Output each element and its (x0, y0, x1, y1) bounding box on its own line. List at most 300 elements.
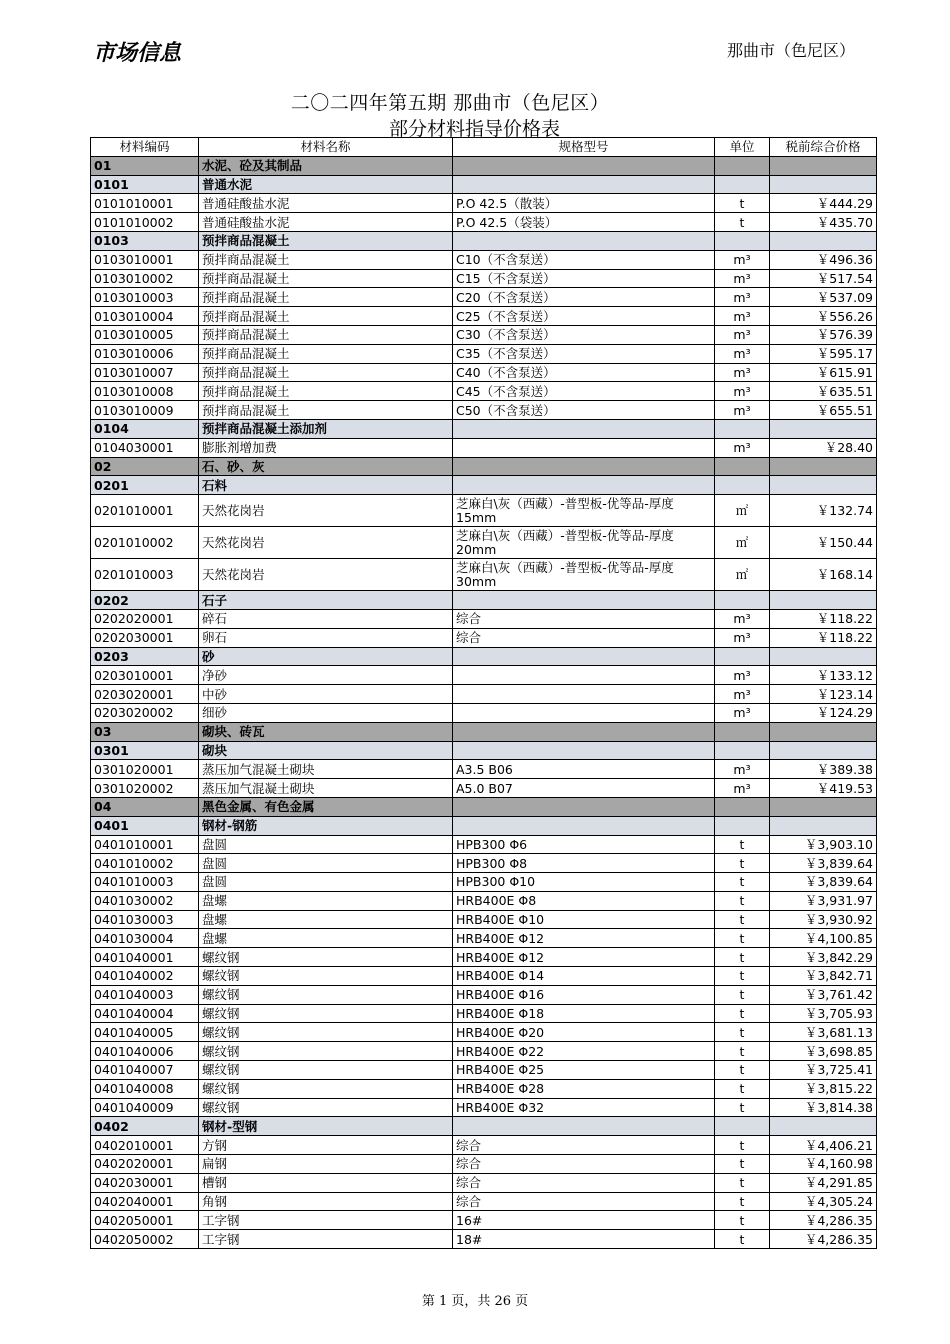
cell-unit: m³ (715, 760, 770, 779)
cell-price: ￥635.51 (770, 382, 877, 401)
cell-code: 03 (91, 722, 199, 741)
cell-price (770, 231, 877, 250)
table-row (91, 194, 877, 213)
cell-price (770, 156, 877, 175)
table-row (91, 666, 877, 685)
table-body (91, 156, 877, 1248)
cell-code: 01 (91, 156, 199, 175)
cell-unit: m³ (715, 438, 770, 457)
cell-unit: ㎡ (715, 527, 770, 559)
cell-spec (453, 816, 715, 835)
cell-name: 蒸压加气混凝土砌块 (199, 779, 453, 798)
cell-spec (453, 1117, 715, 1136)
table-row (91, 854, 877, 873)
table-row (91, 1004, 877, 1023)
cell-unit: ㎡ (715, 559, 770, 591)
table-row (91, 948, 877, 967)
cell-name: 预拌商品混凝土添加剂 (199, 419, 453, 438)
cell-unit: t (715, 873, 770, 892)
cell-code: 0301020002 (91, 779, 199, 798)
header-section-title: 市场信息 (93, 40, 182, 66)
cell-spec: 综合 (453, 1192, 715, 1211)
cell-code: 0203 (91, 647, 199, 666)
table-row (91, 438, 877, 457)
cell-price: ￥3,814.38 (770, 1098, 877, 1117)
cell-code: 0101010001 (91, 194, 199, 213)
cell-code: 0103010004 (91, 307, 199, 326)
subcategory-row (91, 231, 877, 250)
cell-unit: m³ (715, 269, 770, 288)
cell-code: 0103 (91, 231, 199, 250)
cell-price: ￥496.36 (770, 250, 877, 269)
cell-name: 砌块 (199, 741, 453, 760)
cell-unit: t (715, 1004, 770, 1023)
cell-price (770, 591, 877, 610)
cell-price: ￥168.14 (770, 559, 877, 591)
cell-code: 0201010003 (91, 559, 199, 591)
cell-unit: t (715, 1061, 770, 1080)
cell-spec (453, 666, 715, 685)
cell-spec (453, 797, 715, 816)
cell-price: ￥4,286.35 (770, 1211, 877, 1230)
cell-code: 0402020001 (91, 1155, 199, 1174)
cell-spec: HPB300 Φ6 (453, 835, 715, 854)
cell-name: 螺纹钢 (199, 1004, 453, 1023)
table-row (91, 1136, 877, 1155)
table-row (91, 401, 877, 420)
cell-spec: HRB400E Φ22 (453, 1042, 715, 1061)
cell-spec: 16# (453, 1211, 715, 1230)
cell-spec: HRB400E Φ8 (453, 891, 715, 910)
document-subtitle: 部分材料指导价格表 (389, 118, 561, 140)
header-unit: 单位 (715, 138, 770, 157)
cell-code: 0101010002 (91, 213, 199, 232)
cell-name: 砂 (199, 647, 453, 666)
cell-price: ￥118.22 (770, 609, 877, 628)
cell-spec (453, 175, 715, 194)
cell-unit: m³ (715, 307, 770, 326)
cell-spec: HRB400E Φ18 (453, 1004, 715, 1023)
header-code: 材料编码 (91, 138, 199, 157)
table-row (91, 609, 877, 628)
cell-unit (715, 419, 770, 438)
cell-price (770, 1117, 877, 1136)
cell-spec: 芝麻白\灰（西藏）-普型板-优等品-厚度15mm (453, 495, 715, 527)
cell-name: 槽钢 (199, 1173, 453, 1192)
cell-spec: C40（不含泵送） (453, 363, 715, 382)
cell-unit (715, 156, 770, 175)
cell-spec: HRB400E Φ25 (453, 1061, 715, 1080)
cell-name: 螺纹钢 (199, 985, 453, 1004)
subcategory-row (91, 741, 877, 760)
cell-code: 0301 (91, 741, 199, 760)
cell-unit: t (715, 194, 770, 213)
table-row (91, 1173, 877, 1192)
cell-unit: m³ (715, 325, 770, 344)
cell-code: 0101 (91, 175, 199, 194)
cell-code: 0103010006 (91, 344, 199, 363)
cell-price (770, 457, 877, 476)
table-row (91, 967, 877, 986)
cell-unit: t (715, 835, 770, 854)
cell-spec: C50（不含泵送） (453, 401, 715, 420)
cell-code: 0402030001 (91, 1173, 199, 1192)
cell-code: 0104030001 (91, 438, 199, 457)
subcategory-row (91, 419, 877, 438)
cell-code: 0103010008 (91, 382, 199, 401)
cell-unit: t (715, 213, 770, 232)
cell-name: 方钢 (199, 1136, 453, 1155)
cell-spec: HRB400E Φ20 (453, 1023, 715, 1042)
cell-code: 0402050001 (91, 1211, 199, 1230)
cell-code: 0103010001 (91, 250, 199, 269)
cell-spec (453, 685, 715, 704)
table-row (91, 495, 877, 527)
subcategory-row (91, 647, 877, 666)
cell-unit: t (715, 929, 770, 948)
cell-unit (715, 175, 770, 194)
table-row (91, 1079, 877, 1098)
cell-spec (453, 438, 715, 457)
cell-unit: t (715, 1042, 770, 1061)
cell-name: 普通硅酸盐水泥 (199, 194, 453, 213)
cell-unit (715, 816, 770, 835)
cell-name: 盘圆 (199, 854, 453, 873)
cell-spec: 综合 (453, 609, 715, 628)
cell-code: 0401040009 (91, 1098, 199, 1117)
cell-price: ￥655.51 (770, 401, 877, 420)
cell-spec: C45（不含泵送） (453, 382, 715, 401)
cell-unit (715, 231, 770, 250)
cell-code: 0402040001 (91, 1192, 199, 1211)
cell-unit: m³ (715, 666, 770, 685)
table-row (91, 929, 877, 948)
subcategory-row (91, 1117, 877, 1136)
cell-price: ￥3,903.10 (770, 835, 877, 854)
cell-spec (453, 231, 715, 250)
cell-price: ￥615.91 (770, 363, 877, 382)
cell-spec: C30（不含泵送） (453, 325, 715, 344)
header-price: 税前综合价格 (770, 138, 877, 157)
cell-name: 净砂 (199, 666, 453, 685)
table-row (91, 559, 877, 591)
cell-name: 盘螺 (199, 910, 453, 929)
subcategory-row (91, 175, 877, 194)
header-name: 材料名称 (199, 138, 453, 157)
cell-name: 水泥、砼及其制品 (199, 156, 453, 175)
cell-spec (453, 419, 715, 438)
cell-unit: m³ (715, 685, 770, 704)
cell-spec (453, 156, 715, 175)
cell-code: 0202030001 (91, 628, 199, 647)
cell-price: ￥124.29 (770, 703, 877, 722)
table-row (91, 527, 877, 559)
cell-unit (715, 797, 770, 816)
cell-spec: HPB300 Φ10 (453, 873, 715, 892)
cell-name: 预拌商品混凝土 (199, 250, 453, 269)
cell-price: ￥556.26 (770, 307, 877, 326)
table-row (91, 985, 877, 1004)
cell-name: 钢材-钢筋 (199, 816, 453, 835)
cell-price: ￥4,160.98 (770, 1155, 877, 1174)
cell-unit: t (715, 1192, 770, 1211)
cell-code: 0202020001 (91, 609, 199, 628)
cell-name: 碎石 (199, 609, 453, 628)
cell-code: 0401040006 (91, 1042, 199, 1061)
cell-unit: m³ (715, 779, 770, 798)
cell-name: 螺纹钢 (199, 1098, 453, 1117)
cell-unit: m³ (715, 288, 770, 307)
cell-name: 普通硅酸盐水泥 (199, 213, 453, 232)
cell-unit (715, 741, 770, 760)
cell-spec (453, 591, 715, 610)
cell-spec (453, 741, 715, 760)
cell-price (770, 741, 877, 760)
table-row (91, 344, 877, 363)
cell-spec: HRB400E Φ10 (453, 910, 715, 929)
cell-code: 0401010002 (91, 854, 199, 873)
cell-code: 04 (91, 797, 199, 816)
cell-unit: m³ (715, 382, 770, 401)
table-row (91, 628, 877, 647)
cell-name: 预拌商品混凝土 (199, 344, 453, 363)
cell-spec: HRB400E Φ12 (453, 929, 715, 948)
cell-spec: A5.0 B07 (453, 779, 715, 798)
cell-name: 石料 (199, 476, 453, 495)
table-row (91, 1098, 877, 1117)
cell-unit (715, 647, 770, 666)
cell-unit: t (715, 1230, 770, 1249)
cell-price (770, 476, 877, 495)
cell-code: 0401010003 (91, 873, 199, 892)
cell-unit: t (715, 985, 770, 1004)
cell-name: 膨胀剂增加费 (199, 438, 453, 457)
cell-code: 0401030004 (91, 929, 199, 948)
cell-price: ￥118.22 (770, 628, 877, 647)
cell-spec: C25（不含泵送） (453, 307, 715, 326)
cell-price: ￥3,839.64 (770, 873, 877, 892)
cell-price: ￥4,291.85 (770, 1173, 877, 1192)
cell-name: 螺纹钢 (199, 1023, 453, 1042)
cell-unit (715, 1117, 770, 1136)
cell-unit: t (715, 1136, 770, 1155)
cell-unit: t (715, 910, 770, 929)
table-row (91, 1192, 877, 1211)
cell-price: ￥133.12 (770, 666, 877, 685)
cell-price: ￥3,725.41 (770, 1061, 877, 1080)
table-row (91, 760, 877, 779)
cell-price: ￥3,698.85 (770, 1042, 877, 1061)
table-row (91, 685, 877, 704)
cell-unit: t (715, 1098, 770, 1117)
cell-name: 细砂 (199, 703, 453, 722)
subcategory-row (91, 816, 877, 835)
cell-price: ￥4,286.35 (770, 1230, 877, 1249)
cell-code: 0402050002 (91, 1230, 199, 1249)
table-row (91, 1042, 877, 1061)
cell-unit: t (715, 1023, 770, 1042)
cell-price: ￥444.29 (770, 194, 877, 213)
table-row (91, 891, 877, 910)
cell-spec: A3.5 B06 (453, 760, 715, 779)
cell-code: 0203020001 (91, 685, 199, 704)
cell-name: 盘螺 (199, 929, 453, 948)
table-row (91, 1061, 877, 1080)
cell-unit: t (715, 1211, 770, 1230)
cell-code: 0202 (91, 591, 199, 610)
cell-name: 螺纹钢 (199, 1042, 453, 1061)
cell-price (770, 816, 877, 835)
cell-code: 0401030002 (91, 891, 199, 910)
cell-name: 预拌商品混凝土 (199, 325, 453, 344)
cell-code: 0401040001 (91, 948, 199, 967)
cell-name: 预拌商品混凝土 (199, 382, 453, 401)
table-header-row (91, 138, 877, 157)
cell-unit (715, 457, 770, 476)
cell-name: 黑色金属、有色金属 (199, 797, 453, 816)
cell-price: ￥3,842.29 (770, 948, 877, 967)
cell-code: 0203020002 (91, 703, 199, 722)
cell-code: 0201010001 (91, 495, 199, 527)
cell-spec: 综合 (453, 1136, 715, 1155)
cell-name: 螺纹钢 (199, 1061, 453, 1080)
cell-spec: 芝麻白\灰（西藏）-普型板-优等品-厚度 20mm (453, 527, 715, 559)
cell-price: ￥3,705.93 (770, 1004, 877, 1023)
cell-name: 预拌商品混凝土 (199, 363, 453, 382)
cell-code: 0401040002 (91, 967, 199, 986)
cell-unit: ㎡ (715, 495, 770, 527)
cell-unit: m³ (715, 344, 770, 363)
cell-spec: P.O 42.5（散装） (453, 194, 715, 213)
cell-unit: m³ (715, 401, 770, 420)
cell-code: 0401040007 (91, 1061, 199, 1080)
cell-name: 石、砂、灰 (199, 457, 453, 476)
cell-name: 预拌商品混凝土 (199, 269, 453, 288)
table-row (91, 363, 877, 382)
cell-unit: t (715, 854, 770, 873)
cell-price: ￥517.54 (770, 269, 877, 288)
cell-code: 0401 (91, 816, 199, 835)
cell-name: 工字钢 (199, 1230, 453, 1249)
cell-name: 天然花岗岩 (199, 527, 453, 559)
cell-unit: t (715, 1173, 770, 1192)
cell-spec: HRB400E Φ32 (453, 1098, 715, 1117)
cell-price: ￥4,305.24 (770, 1192, 877, 1211)
cell-unit (715, 476, 770, 495)
cell-name: 角钢 (199, 1192, 453, 1211)
cell-price: ￥389.38 (770, 760, 877, 779)
cell-name: 中砂 (199, 685, 453, 704)
table-row (91, 1211, 877, 1230)
cell-name: 预拌商品混凝土 (199, 288, 453, 307)
cell-spec: HRB400E Φ12 (453, 948, 715, 967)
cell-price (770, 797, 877, 816)
cell-unit (715, 591, 770, 610)
cell-price: ￥419.53 (770, 779, 877, 798)
cell-code: 0401040004 (91, 1004, 199, 1023)
table-row (91, 873, 877, 892)
cell-name: 石子 (199, 591, 453, 610)
cell-unit: m³ (715, 628, 770, 647)
category-row (91, 156, 877, 175)
cell-price: ￥123.14 (770, 685, 877, 704)
cell-spec: C10（不含泵送） (453, 250, 715, 269)
cell-price: ￥4,406.21 (770, 1136, 877, 1155)
cell-code: 0103010003 (91, 288, 199, 307)
table-row (91, 307, 877, 326)
table-row (91, 835, 877, 854)
cell-name: 盘圆 (199, 835, 453, 854)
cell-code: 0201010002 (91, 527, 199, 559)
cell-spec: 综合 (453, 628, 715, 647)
cell-name: 盘螺 (199, 891, 453, 910)
cell-name: 普通水泥 (199, 175, 453, 194)
cell-code: 0103010005 (91, 325, 199, 344)
table-row (91, 269, 877, 288)
document-title: 二〇二四年第五期 那曲市（色尼区） (290, 92, 610, 114)
cell-unit: m³ (715, 250, 770, 269)
header-spec: 规格型号 (453, 138, 715, 157)
cell-spec (453, 476, 715, 495)
page-footer: 第 1 页，共 26 页 (421, 1294, 529, 1309)
cell-name: 砌块、砖瓦 (199, 722, 453, 741)
table-row (91, 325, 877, 344)
cell-price: ￥3,681.13 (770, 1023, 877, 1042)
cell-name: 蒸压加气混凝土砌块 (199, 760, 453, 779)
table-row (91, 1023, 877, 1042)
cell-code: 0103010009 (91, 401, 199, 420)
cell-spec: HRB400E Φ16 (453, 985, 715, 1004)
cell-price: ￥576.39 (770, 325, 877, 344)
cell-unit: m³ (715, 703, 770, 722)
table-row (91, 250, 877, 269)
cell-price: ￥3,815.22 (770, 1079, 877, 1098)
cell-name: 螺纹钢 (199, 1079, 453, 1098)
cell-price: ￥4,100.85 (770, 929, 877, 948)
cell-spec: C15（不含泵送） (453, 269, 715, 288)
cell-spec: HRB400E Φ14 (453, 967, 715, 986)
cell-code: 0402010001 (91, 1136, 199, 1155)
cell-code: 0401010001 (91, 835, 199, 854)
cell-name: 卵石 (199, 628, 453, 647)
cell-name: 预拌商品混凝土 (199, 231, 453, 250)
cell-code: 0401040005 (91, 1023, 199, 1042)
cell-name: 工字钢 (199, 1211, 453, 1230)
table-row (91, 779, 877, 798)
cell-name: 螺纹钢 (199, 967, 453, 986)
cell-name: 天然花岗岩 (199, 559, 453, 591)
cell-price: ￥435.70 (770, 213, 877, 232)
cell-price: ￥132.74 (770, 495, 877, 527)
cell-name: 扁钢 (199, 1155, 453, 1174)
cell-spec: C20（不含泵送） (453, 288, 715, 307)
cell-spec: 综合 (453, 1173, 715, 1192)
cell-spec (453, 457, 715, 476)
category-row (91, 797, 877, 816)
cell-price: ￥537.09 (770, 288, 877, 307)
table-row (91, 1230, 877, 1249)
table-row (91, 288, 877, 307)
cell-unit (715, 722, 770, 741)
cell-code: 0402 (91, 1117, 199, 1136)
cell-spec: 综合 (453, 1155, 715, 1174)
cell-price: ￥3,761.42 (770, 985, 877, 1004)
cell-price: ￥150.44 (770, 527, 877, 559)
cell-code: 0201 (91, 476, 199, 495)
table-row (91, 1155, 877, 1174)
cell-name: 螺纹钢 (199, 948, 453, 967)
cell-spec: 18# (453, 1230, 715, 1249)
